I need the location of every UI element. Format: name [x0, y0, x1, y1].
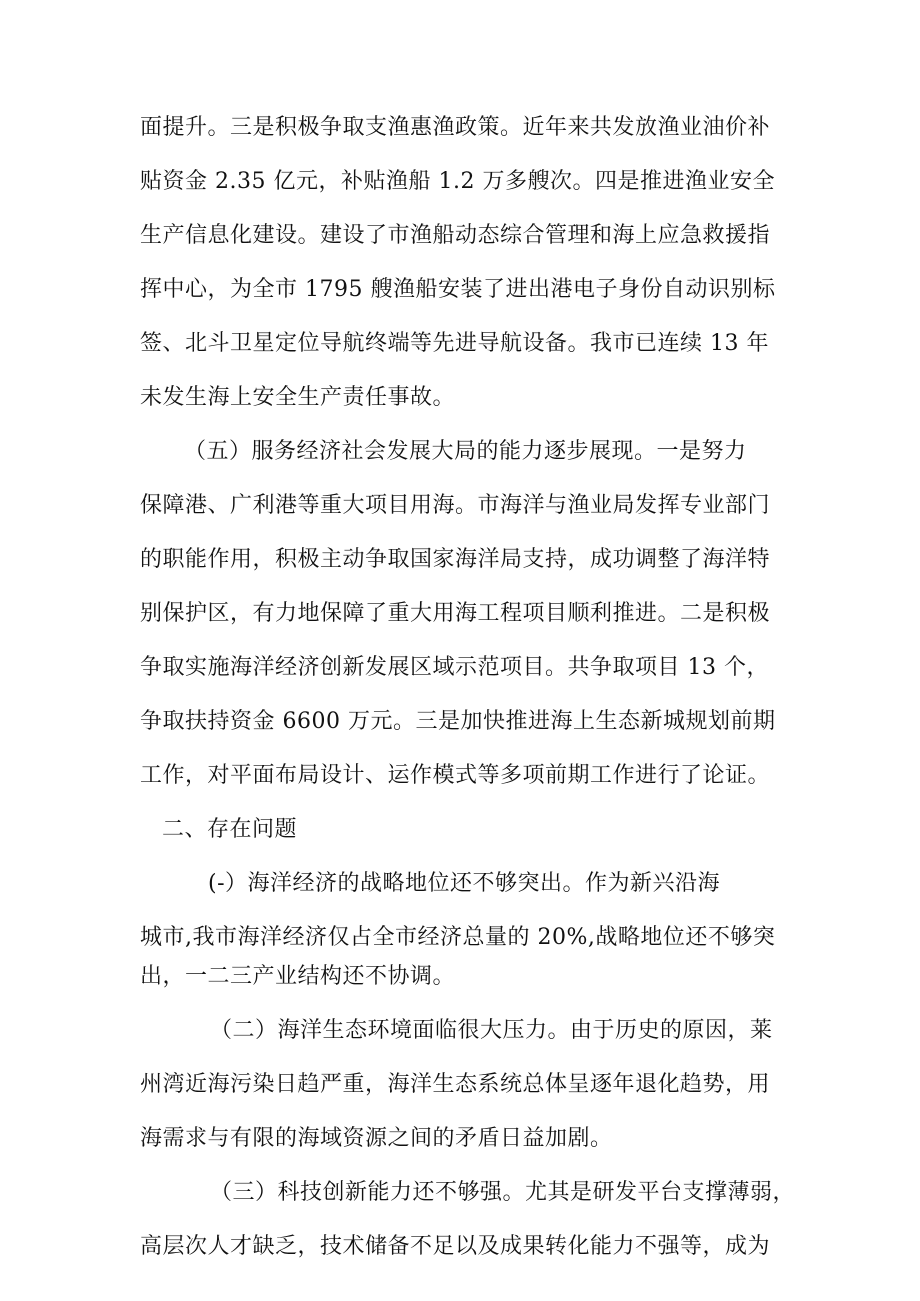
subsection-heading-three: （三）科技创新能力还不够强。尤其是研发平台支撑薄弱， [210, 1180, 796, 1205]
paragraph-line: 争取实施海洋经济创新发展区域示范项目。共争取项目 13 个， [140, 655, 769, 680]
paragraph-line: 城市,我市海洋经济仅占全市经济总量的 20%,战略地位还不够突 [140, 925, 776, 950]
paragraph-line: 的职能作用，积极主动争取国家海洋局支持，成功调整了海洋特 [140, 547, 771, 572]
paragraph-line: 州湾近海污染日趋严重，海洋生态系统总体呈逐年退化趋势，用 [140, 1072, 771, 1097]
subsection-heading-one: (-）海洋经济的战略地位还不够突出。作为新兴沿海 [208, 871, 721, 896]
paragraph-line: 海需求与有限的海域资源之间的矛盾日益加剧。 [140, 1126, 613, 1151]
section-heading-five: （五）服务经济社会发展大局的能力逐步展现。一是努力 [184, 439, 747, 464]
paragraph-line: 生产信息化建设。建设了市渔船动态综合管理和海上应急救援指 [140, 223, 771, 248]
paragraph-line: 别保护区，有力地保障了重大用海工程项目顺利推进。二是积极 [140, 601, 771, 626]
paragraph-line: 争取扶持资金 6600 万元。三是加快推进海上生态新城规划前期 [140, 709, 776, 734]
paragraph-line: 未发生海上安全生产责任事故。 [140, 385, 456, 410]
paragraph-line: 贴资金 2.35 亿元，补贴渔船 1.2 万多艘次。四是推进渔业安全 [140, 169, 775, 194]
paragraph-line: 高层次人才缺乏，技术储备不足以及成果转化能力不强等，成为 [140, 1234, 771, 1259]
section-heading-problems: 二、存在问题 [162, 817, 298, 842]
paragraph-line: 出，一二三产业结构还不协调。 [140, 964, 456, 989]
subsection-heading-two: （二）海洋生态环境面临很大压力。由于历史的原因，莱 [210, 1018, 773, 1043]
paragraph-line: 保障港、广利港等重大项目用海。市海洋与渔业局发挥专业部门 [140, 493, 771, 518]
paragraph-line: 挥中心，为全市 1795 艘渔船安装了进出港电子身份自动识别标 [140, 277, 776, 302]
paragraph-line: 工作，对平面布局设计、运作模式等多项前期工作进行了论证。 [140, 763, 771, 788]
paragraph-line: 签、北斗卫星定位导航终端等先进导航设备。我市已连续 13 年 [140, 331, 769, 356]
paragraph-line: 面提升。三是积极争取支渔惠渔政策。近年来共发放渔业油价补 [140, 115, 771, 140]
